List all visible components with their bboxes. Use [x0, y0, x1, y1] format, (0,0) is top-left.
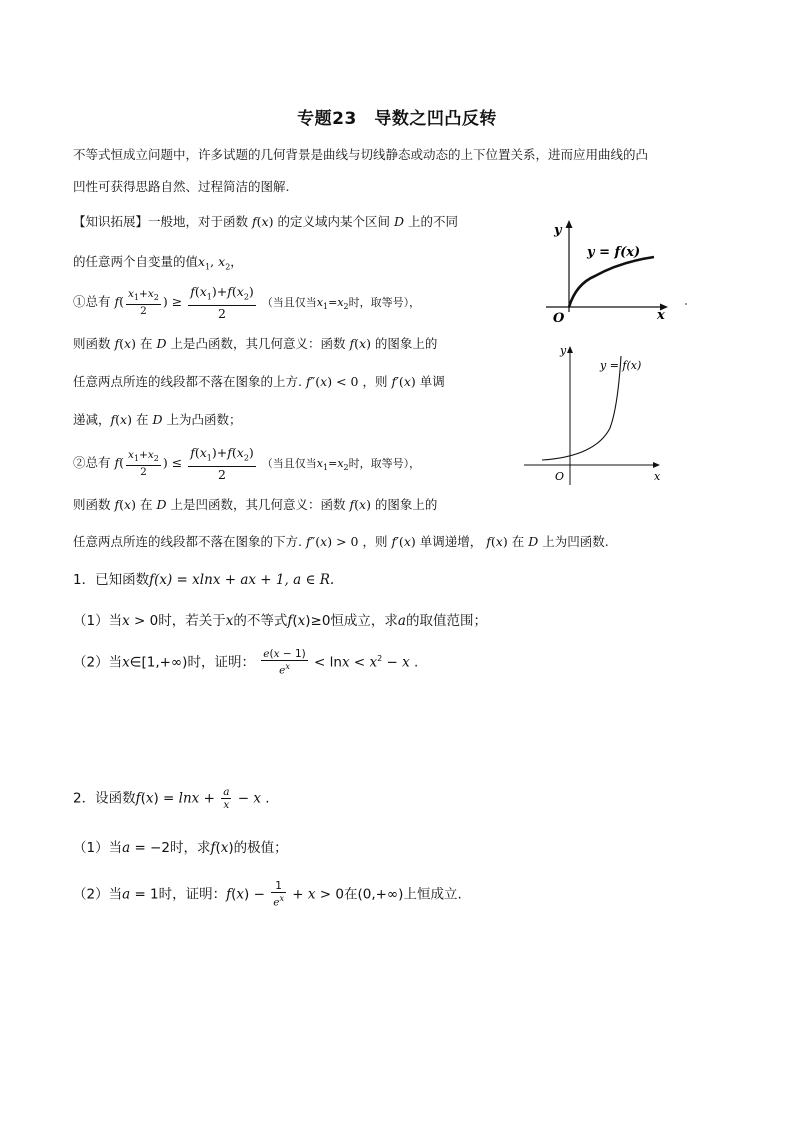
condition-2-formula: ②总有 f( $\frac{x_1+x_2}{2}$ ) ≤ $\frac{f(x_1)+f(x_2)}{2}$ （当且仅当$x_1=x_2$时，取等号），: [73, 445, 421, 482]
condition-1-formula: ①总有 f( $\frac{x_1+x_2}{2}$ ) ≥ $\frac{f(x_1)+f(x_2)}{2}$ （当且仅当$x_1=x_2$时，取等号），: [73, 284, 421, 321]
problem-1-stem: 1．已知函数f(x) = xlnx + ax + 1, a ∈ R.: [73, 572, 335, 588]
graph-1-curve-label: y = f(x): [587, 245, 641, 260]
knowledge-line-1: 【知识拓展】一般地，对于函数 f(x) 的定义域内某个区间 D 上的不同: [73, 214, 458, 229]
knowledge-label: 【知识拓展】: [73, 214, 149, 229]
graph-2-curve-label: y = f(x): [600, 359, 642, 372]
convex-curve: [569, 257, 654, 307]
condition-2-line-3: 任意两点所连的线段都不落在图象的下方. f″(x) > 0 ，则 f′(x) 单调递增， f(x) 在 D 上为凹函数.: [73, 534, 609, 549]
fraction: $\frac{f(x_1)+f(x_2)}{2}$: [190, 284, 254, 321]
intro-line-1: 不等式恒成立问题中，许多试题的几何背景是曲线与切线静态或动态的上下位置关系，进而应用曲线的凸: [73, 147, 649, 162]
fraction: $\frac{x_1+x_2}{2}$: [128, 448, 159, 478]
y-axis-arrow: [566, 220, 573, 228]
fraction: $\frac{a}{x}$: [223, 786, 230, 811]
fraction: $\frac{f(x_1)+f(x_2)}{2}$: [190, 445, 254, 482]
graph-2-x-label: x: [654, 470, 661, 483]
problem-2-part-1: （1）当a = −2时，求f(x)的极值；: [73, 840, 288, 856]
graph-1-x-label: x: [657, 308, 665, 323]
knowledge-line-2: 的任意两个自变量的值$x_1$, $x_2$，: [73, 254, 243, 272]
graph-1-origin-label: O: [553, 311, 565, 324]
condition-1-line-2: 则函数 f(x) 在 D 上是凸函数，其几何意义：函数 f(x) 的图象上的: [73, 336, 438, 351]
problem-2-stem: 2．设函数f(x) = lnx + $\frac{a}{x}$ − x .: [73, 786, 270, 811]
graph-1-y-label: y: [554, 223, 562, 238]
problem-1-part-2: （2）当x∈[1,+∞)时，证明： $\frac{e(x - 1)}{e^x}$ < $\ln x < x^2 - x$ .: [73, 648, 419, 677]
page-title: 专题23 导数之凹凸反转: [297, 109, 497, 129]
intro-line-2: 凹性可获得思路自然、过程简洁的图解.: [73, 179, 290, 194]
convex-function-graph: [532, 212, 692, 324]
problem-1-part-1: （1）当x > 0时，若关于x的不等式f(x)≥0恒成立，求a的取值范围；: [73, 613, 487, 629]
x-axis-arrow: [653, 462, 660, 468]
y-axis-arrow: [567, 346, 573, 353]
fraction: $\frac{1}{e^x}$: [273, 880, 284, 909]
fraction: $\frac{x_1+x_2}{2}$: [128, 287, 159, 317]
fraction: $\frac{e(x - 1)}{e^x}$: [263, 648, 306, 677]
condition-1-line-3: 任意两点所连的线段都不落在图象的上方. f″(x) < 0 ，则 f′(x) 单调: [73, 374, 445, 389]
concave-function-graph: [520, 340, 670, 490]
stray-dot: [685, 303, 687, 305]
condition-1-line-4: 递减，f(x) 在 D 上为凸函数；: [73, 412, 242, 427]
condition-2-line-2: 则函数 f(x) 在 D 上是凹函数，其几何意义：函数 f(x) 的图象上的: [73, 497, 438, 512]
graph-2-origin-label: O: [555, 470, 565, 483]
graph-2-y-label: y: [560, 344, 567, 357]
problem-2-part-2: （2）当a = 1时，证明：f(x) − $\frac{1}{e^x}$ + x > 0在(0,+∞)上恒成立.: [73, 880, 462, 909]
